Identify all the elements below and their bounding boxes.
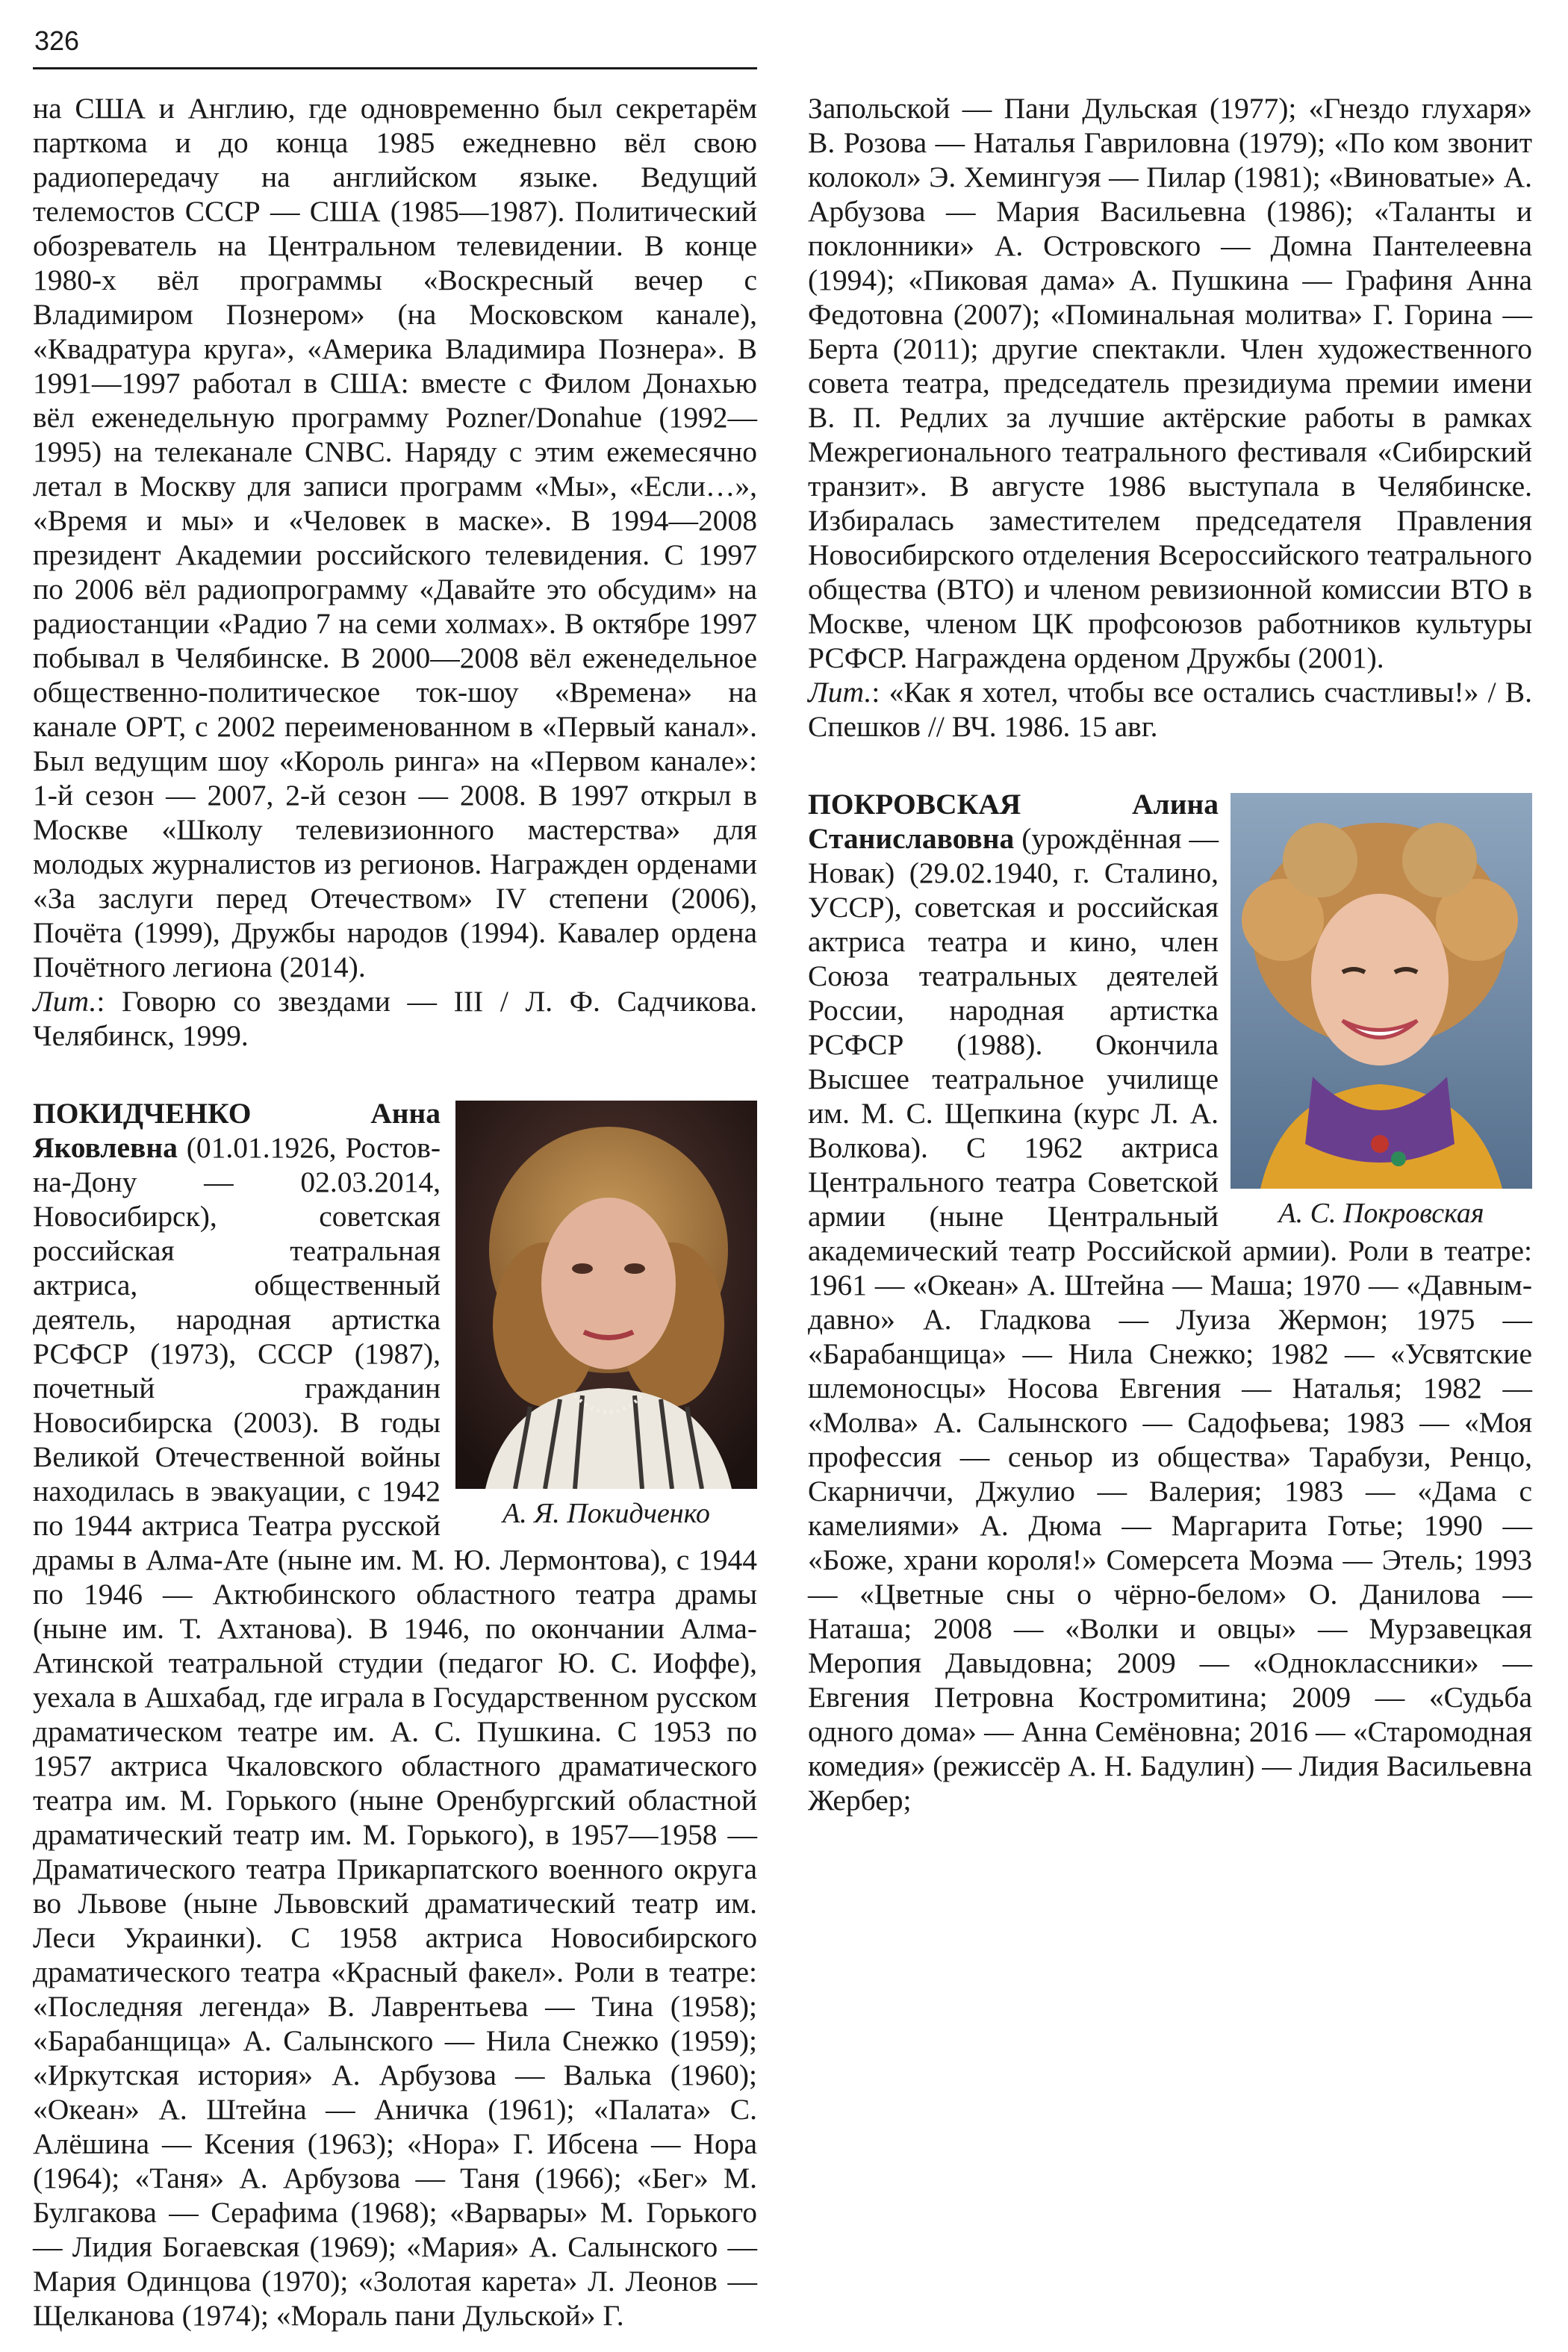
entry-body: (01.01.1926, Ростов-на-Дону — 02.03.2014, Новосибирск), советская российская театральная актриса, общественный деятель, народная артистка РСФСР (1973), СССР (1987), почетный гражданин Новосибирска (2003). В годы Великой Отечественной войны находилась в эвакуации, с 1942 по 1944 актриса Театра русской драмы в Алма-Ате (ныне им. М. Ю. Лермонтова), с 1944 по 1946 — Актюбинского областного театра драмы (ныне им. Т. Ахтанова). В 1946, по окончании Алма-Атинской театральной студии (педагог Ю. С. Иоффе), уехала в Ашхабад, где играла в Государственном русском драматическом театре им. А. С. Пушкина. С 1953 по 1957 актриса Чкаловского областного драматического театра им. М. Горького (ныне Оренбургский областной драматический театр им. М. Горького), в 1957—1958 — Драматического театра Прикарпатского военного округа во Львове (ныне Львовский драматический театр им. Леси Украинки). С 1958 актриса Новосибирского драматического театра «Красный факел». Роли в театре: «Последняя легенда» В. Лаврентьева — Тина (1958); «Барабанщица» А. Салынского — Нила Снежко (1959); «Иркутская история» А. Арбузова — Валька (1960); «Океан» А. Штейна — Аничка (1961); «Палата» С. Алёшина — Ксения (1963); «Нора» Г. Ибсена — Нора (1964); «Таня» А. Арбузова — Таня (1966); «Бег» М. Булгакова — Серафима (1968); «Варвары» М. Горького — Лидия Богаевская (1969); «Мария» А. Салынского — Мария Одинцова (1970); «Золотая карета» Л. Леонов — Щелканова (1974); «Мораль пани Дульской» Г. <box>33 1131 757 2332</box>
portrait-image <box>455 1101 757 1489</box>
entry-pokrovskaya <box>808 787 1532 1817</box>
header-rule <box>33 67 757 69</box>
entry-body: (урождённая — Новак) (29.02.1940, г. Сталино, УССР), советская и российская актриса театра и кино, член Союза театральных деятелей России, народная артистка РСФСР (1988). Окончила Высшее театральное училище им. М. С. Щепкина (курс Л. А. Волкова). С 1962 актриса Центрального театра Советской армии (ныне Центральный академический театр Российской армии). Роли в театре: 1961 — «Океан» А. Штейна — Маша; 1970 — «Давным-давно» А. Гладкова — Луиза Жермон; 1975 — «Барабанщица» — Нила Снежко; 1982 — «Усвятские шлемоносцы» Носова Евгения — Наталья; 1982 — «Молва» А. Салынского — Садофьева; 1983 — «Моя профессия — сеньор из общества» Тарабузи, Ренцо, Скарниччи, Джулио — Валерия; 1983 — «Дама с камелиями» А. Дюма — Маргарита Готье; 1990 — «Боже, храни короля!» Сомерсета Моэма — Этель; 1993 — «Цветные сны о чёрно-белом» О. Данилова — Наташа; 2008 — «Волки и овцы» — Мурзавецкая Меропия Давыдовна; 2009 — «Одноклассники» — Евгения Петровна Костромитина; 2009 — «Судьба одного дома» — Анна Семёновна; 2016 — «Старомодная комедия» (режиссёр А. Н. Бадулин) — Лидия Васильевна Жербер; <box>808 822 1532 1817</box>
entry-surname: ПОКРОВСКАЯ <box>808 788 1021 821</box>
continuation-text: на США и Англию, где одновременно был секретарём парткома и до конца 1985 ежедневно вёл свою радиопередачу на английском языке. Ведущий телемостов СССР — США (1985—1987). Политический обозреватель на Центральном телевидении. В конце 1980-х вёл программы «Воскресный вечер с Владимиром Познером» (на Московском канале), «Квадратура круга», «Америка Владимира Познера». В 1991—1997 работал в США: вместе с Филом Донахью вёл еженедельную программу Pozner/Donahue (1992—1995) на телеканале CNBC. Наряду с этим ежемесячно летал в Москву для записи программ «Мы», «Если…», «Время и мы» и «Человек в маске». В 1994—2008 президент Академии российского телевидения. С 1997 по 2006 вёл радиопрограмму «Давайте это обсудим» на радиостанции «Радио 7 на семи холмах». В октябре 1997 побывал в Челябинске. В 2000—2008 вёл еженедельное общественно-политическое ток-шоу «Времена» на канале ОРТ, с 2002 переименованном в «Первый канал». Был ведущим шоу «Король ринга» на «Первом канале»: 1-й сезон — 2007, 2-й сезон — 2008. В 1997 открыл в Москве «Школу телевизионного мастерства» для молодых журналистов из регионов. Награжден орденами «За заслуги перед Отечеством» IV степени (2006), Почёта (1999), Дружбы народов (1994). Кавалер ордена Почётного легиона (2014). <box>33 92 757 983</box>
entry-pokidchenko-continued: Запольской — Пани Дульская (1977); «Гнездо глухаря» В. Розова — Наталья Гавриловна (1979); «По ком звонит колокол» Э. Хемингуэя — Пилар (1981); «Виноватые» А. Арбузова — Мария Васильевна (1986); «Таланты и поклонники» А. Островского — Домна Пантелеевна (1994); «Пиковая дама» А. Пушкина — Графиня Анна Федотовна (2007); «Поминальная молитва» Г. Горина — Берта (2011); другие спектакли. Член художественного совета театра, председатель президиума премии имени В. П. Редлих за лучшие актёрские работы в рамках Межрегионального театрального фестиваля «Сибирский транзит». В августе 1986 выступала в Челябинске. Избиралась заместителем председателя Правления Новосибирского отделения Всероссийского театрального общества (ВТО) и членом ревизионной комиссии ВТО в Москве, членом ЦК профсоюзов работников культуры РСФСР. Награждена орденом Дружбы (2001). <box>808 92 1532 674</box>
lit-text: : «Как я хотел, чтобы все остались счастливы!» / В. Спешков // ВЧ. 1986. 15 авг. <box>808 676 1532 743</box>
portrait-image <box>1231 793 1532 1189</box>
photo-caption-pokidchenko: А. Я. Покидченко <box>503 1498 710 1529</box>
right-column <box>808 91 1532 1817</box>
photo-caption-pokrovskaya: А. С. Покровская <box>1278 1198 1484 1229</box>
photo-pokrovskaya <box>1231 793 1532 1231</box>
lit-label: Лит. <box>33 985 97 1018</box>
photo-pokidchenko <box>455 1101 757 1531</box>
left-column <box>33 91 757 2333</box>
entry-given-names: Анна Яковлевна <box>33 1097 441 1164</box>
literature-reference <box>33 984 757 1053</box>
entry-surname: ПОКИДЧЕНКО <box>33 1097 252 1130</box>
lit-label: Лит. <box>808 676 872 709</box>
entry-given-names: Алина Станиславовна <box>808 788 1219 855</box>
entry-pokidchenko <box>33 1096 757 2333</box>
lit-text: : Говорю со звездами — III / Л. Ф. Садчикова. Челябинск, 1999. <box>33 985 757 1052</box>
literature-reference-pokidchenko <box>808 675 1532 744</box>
right-flow <box>808 91 1532 675</box>
page-number: 326 <box>34 25 80 56</box>
